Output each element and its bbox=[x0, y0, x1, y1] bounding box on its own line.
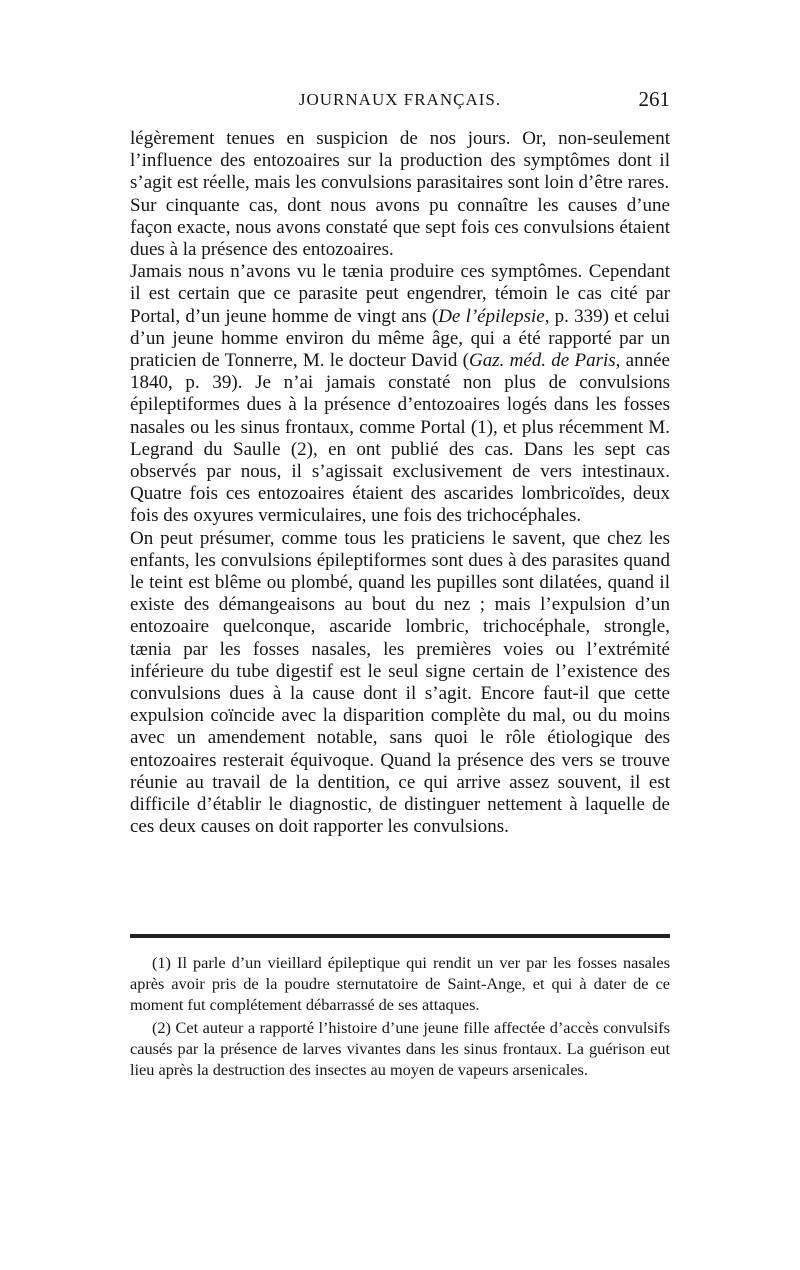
page-header bbox=[130, 87, 670, 118]
paragraph-3-text-c: , année 1840, p. 39). Je n’ai jamais constaté non plus de convulsions épileptiformes dues à la présence d’entozoaires logés dans les fosses nasales ou les sinus frontaux, comme Portal (1), et plus récemment M. Legrand du Saulle (2), en ont publié des cas. Dans les sept cas observés par nous, il s’agissait exclusivement de vers intestinaux. Quatre fois ces entozoaires étaient des ascarides lombricoïdes, deux fois des oxyures vermiculaires, une fois des trichocéphales. bbox=[130, 350, 670, 527]
paragraph-2: Sur cinquante cas, dont nous avons pu connaître les causes d’une façon exacte, nous avons constaté que sept fois ces convulsions étaient dues à la présence des entozoaires. bbox=[130, 194, 670, 261]
main-text bbox=[130, 128, 670, 839]
paragraph-3 bbox=[130, 261, 670, 527]
page-number: 261 bbox=[638, 87, 670, 111]
footnotes bbox=[130, 952, 670, 1082]
running-title: JOURNAUX FRANÇAIS. bbox=[298, 90, 502, 109]
footnote-1: (1) Il parle d’un vieillard épileptique qui rendit un ver par les fosses nasales après avoir pris de la poudre sternutatoire de Saint-Ange, et qui à dater de ce moment fut complétement débarrassé de ses attaques. bbox=[130, 953, 670, 1014]
paragraph-4: On peut présumer, comme tous les praticiens le savent, que chez les enfants, les convulsions épileptiformes sont dues à des parasites quand le teint est blême ou plombé, quand les pupilles sont dilatées, quand il existe des démangeaisons au bout du nez ; mais l’expulsion d’un entozoaire quelconque, ascaride lombric, trichocéphale, strongle, tænia par les fosses nasales, les premières voies ou l’extrémité inférieure du tube digestif est le seul signe certain de l’existence des convulsions dues à la cause dont il s’agit. Encore faut-il que cette expulsion coïncide avec la disparition complète du mal, ou du moins avec un amendement notable, sans quoi le rôle étiologique des entozoaires resterait équivoque. Quand la présence des vers se trouve réunie au travail de la dentition, ce qui arrive assez souvent, il est difficile d’établir le diagnostic, de distinguer nettement à laquelle de ces deux causes on doit rapporter les convulsions. bbox=[130, 527, 670, 838]
paragraph-3-text-a: Jamais nous n’avons vu le tænia produire ces symptômes. Cependant il est certain que ce parasite peut engendrer, témoin le cas cité par Portal, d’un jeune homme de vingt ans ( bbox=[130, 261, 670, 327]
citation-title-gazette: Gaz. méd. de Paris bbox=[469, 350, 616, 372]
paragraph-1: légèrement tenues en suspicion de nos jours. Or, non-seulement l’influence des entozoaires sur la production des symptômes dont il s’agit est réelle, mais les convulsions parasitaires sont loin d’être rares. bbox=[130, 128, 670, 194]
footnote-2: (2) Cet auteur a rapporté l’histoire d’une jeune fille affectée d’accès convulsifs causés par la présence de larves vivantes dans les sinus frontaux. La guérison eut lieu après la destruction des insectes au moyen de vapeurs arsenicales. bbox=[130, 1018, 670, 1079]
footnote-divider bbox=[130, 934, 670, 938]
paragraph-3-text-b: , p. 339) et celui d’un jeune homme environ du même âge, qui a été rapporté par un praticien de Tonnerre, M. le docteur David ( bbox=[130, 305, 670, 372]
citation-title-epilepsie: De l’épilepsie bbox=[438, 305, 545, 327]
